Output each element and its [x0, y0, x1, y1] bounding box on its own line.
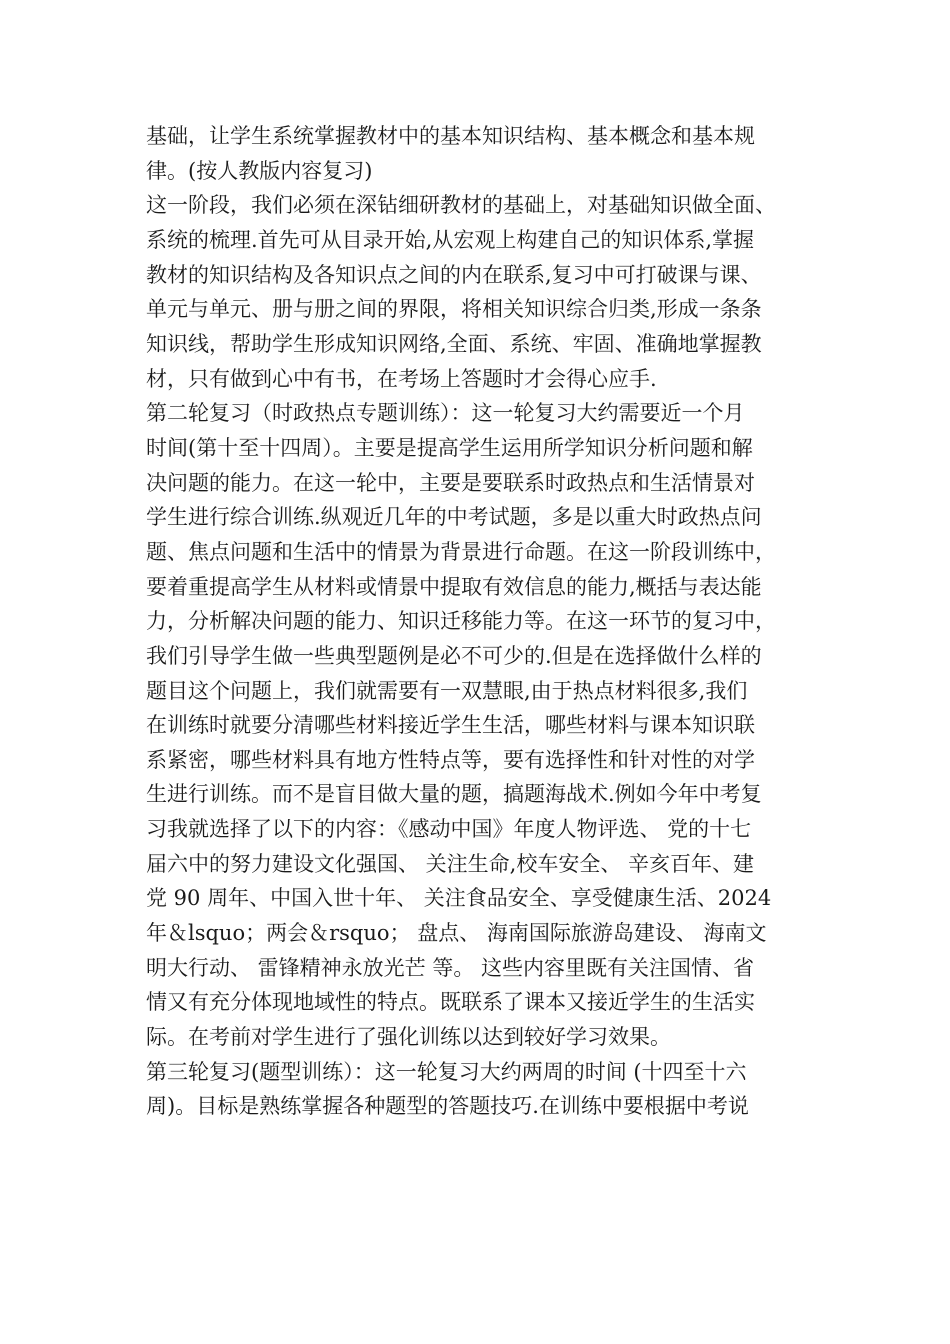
text-line: 律。(按人教版内容复习) — [146, 158, 373, 183]
text-line: 年＆lsquo；两会＆rsquo； 盘点、 海南国际旅游岛建设、 海南文 — [146, 921, 767, 946]
text-line: 系统的梳理.首先可从目录开始,从宏观上构建自己的知识体系,掌握 — [146, 227, 755, 252]
text-line: 党 90 周年、中国入世十年、 关注食品安全、享受健康生活、2024 — [146, 886, 772, 911]
text-line: 知识线，帮助学生形成知识网络,全面、系统、牢固、准确地掌握教 — [146, 331, 762, 356]
body-text — [146, 119, 826, 1124]
text-line: 在训练时就要分清哪些材料接近学生生活，哪些材料与课本知识联 — [146, 713, 755, 738]
text-line: 决问题的能力。在这一轮中，主要是要联系时政热点和生活情景对 — [146, 470, 755, 495]
text-line: 题、焦点问题和生活中的情景为背景进行命题。在这一阶段训练中， — [146, 539, 776, 564]
text-line: 要着重提高学生从材料或情景中提取有效信息的能力,概括与表达能 — [146, 574, 762, 599]
text-line: 第三轮复习(题型训练）：这一轮复习大约两周的时间 (十四至十六 — [146, 1059, 747, 1084]
text-line: 系紧密，哪些材料具有地方性特点等，要有选择性和针对性的对学 — [146, 747, 755, 772]
text-line: 明大行动、 雷锋精神永放光芒 等。 这些内容里既有关注国情、省 — [146, 955, 755, 980]
text-line: 习我就选择了以下的内容：《感动中国》年度人物评选、 党的十七 — [146, 817, 752, 842]
text-line: 我们引导学生做一些典型题例是必不可少的.但是在选择做什么样的 — [146, 643, 762, 668]
text-line: 届六中的努力建设文化强国、 关注生命,校车安全、 辛亥百年、建 — [146, 851, 755, 876]
text-line: 单元与单元、册与册之间的界限，将相关知识综合归类,形成一条条 — [146, 297, 762, 322]
text-line: 际。在考前对学生进行了强化训练以达到较好学习效果。 — [146, 1025, 671, 1050]
text-line: 教材的知识结构及各知识点之间的内在联系,复习中可打破课与课、 — [146, 262, 762, 287]
text-line: 周)。目标是熟练掌握各种题型的答题技巧.在训练中要根据中考说 — [146, 1094, 749, 1119]
text-line: 时间(第十至十四周）。主要是提高学生运用所学知识分析问题和解 — [146, 435, 753, 460]
text-line: 情又有充分体现地域性的特点。既联系了课本又接近学生的生活实 — [146, 990, 755, 1015]
text-line: 第二轮复习（时政热点专题训练）：这一轮复习大约需要近一个月 — [146, 401, 745, 426]
text-line: 学生进行综合训练.纵观近几年的中考试题，多是以重大时政热点问 — [146, 505, 762, 530]
text-line: 生进行训练。而不是盲目做大量的题，搞题海战术.例如今年中考复 — [146, 782, 762, 807]
text-line: 基础，让学生系统掌握教材中的基本知识结构、基本概念和基本规 — [146, 124, 755, 148]
text-line: 材，只有做到心中有书，在考场上答题时才会得心应手. — [146, 366, 657, 391]
text-line: 题目这个问题上，我们就需要有一双慧眼,由于热点材料很多,我们 — [146, 678, 748, 703]
text-line: 力，分析解决问题的能力、知识迁移能力等。在这一环节的复习中， — [146, 609, 776, 634]
text-line: 这一阶段，我们必须在深钻细研教材的基础上，对基础知识做全面、 — [146, 193, 776, 218]
